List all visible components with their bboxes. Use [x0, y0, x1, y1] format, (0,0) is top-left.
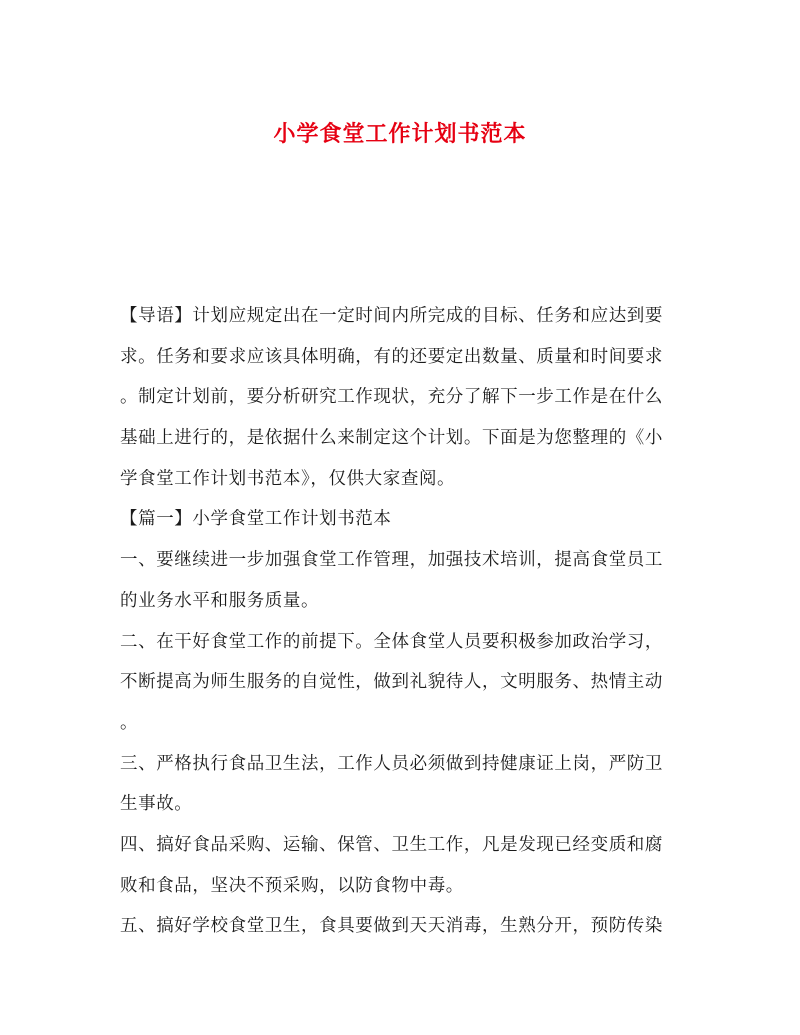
body-line: 。制定计划前，要分析研究工作现状，充分了解下一步工作是在什么	[120, 387, 663, 408]
body-line: 生事故。	[120, 794, 193, 815]
body-line: 不断提高为师生服务的自觉性，做到礼貌待人，文明服务、热情主动	[120, 672, 663, 693]
body-line: 二、在干好食堂工作的前提下。全体食堂人员要积极参加政治学习，	[120, 631, 663, 652]
body-line: 四、搞好食品采购、运输、保管、卫生工作，凡是发现已经变质和腐	[120, 834, 663, 855]
body-line: 五、搞好学校食堂卫生，食具要做到天天消毒，生熟分开，预防传染	[120, 916, 663, 937]
body-line: 求。任务和要求应该具体明确，有的还要定出数量、质量和时间要求	[120, 346, 663, 367]
body-line: 。	[120, 712, 139, 733]
document-title: 小学食堂工作计划书范本	[273, 120, 527, 147]
body-line: 【导语】计划应规定出在一定时间内所完成的目标、任务和应达到要	[120, 306, 663, 326]
body-line: 学食堂工作计划书范本》，仅供大家查阅。	[120, 468, 456, 489]
body-line: 的业务水平和服务质量。	[120, 590, 320, 611]
document-body	[120, 296, 680, 947]
body-line: 败和食品，坚决不预采购，以防食物中毒。	[120, 875, 464, 896]
section-heading: 【篇一】小学食堂工作计划书范本	[120, 509, 392, 530]
body-line: 基础上进行的，是依据什么来制定这个计划。下面是为您整理的《小	[120, 428, 663, 449]
body-line: 一、要继续进一步加强食堂工作管理，加强技术培训，提高食堂员工	[120, 550, 663, 571]
body-line: 三、严格执行食品卫生法，工作人员必须做到持健康证上岗，严防卫	[120, 753, 663, 774]
